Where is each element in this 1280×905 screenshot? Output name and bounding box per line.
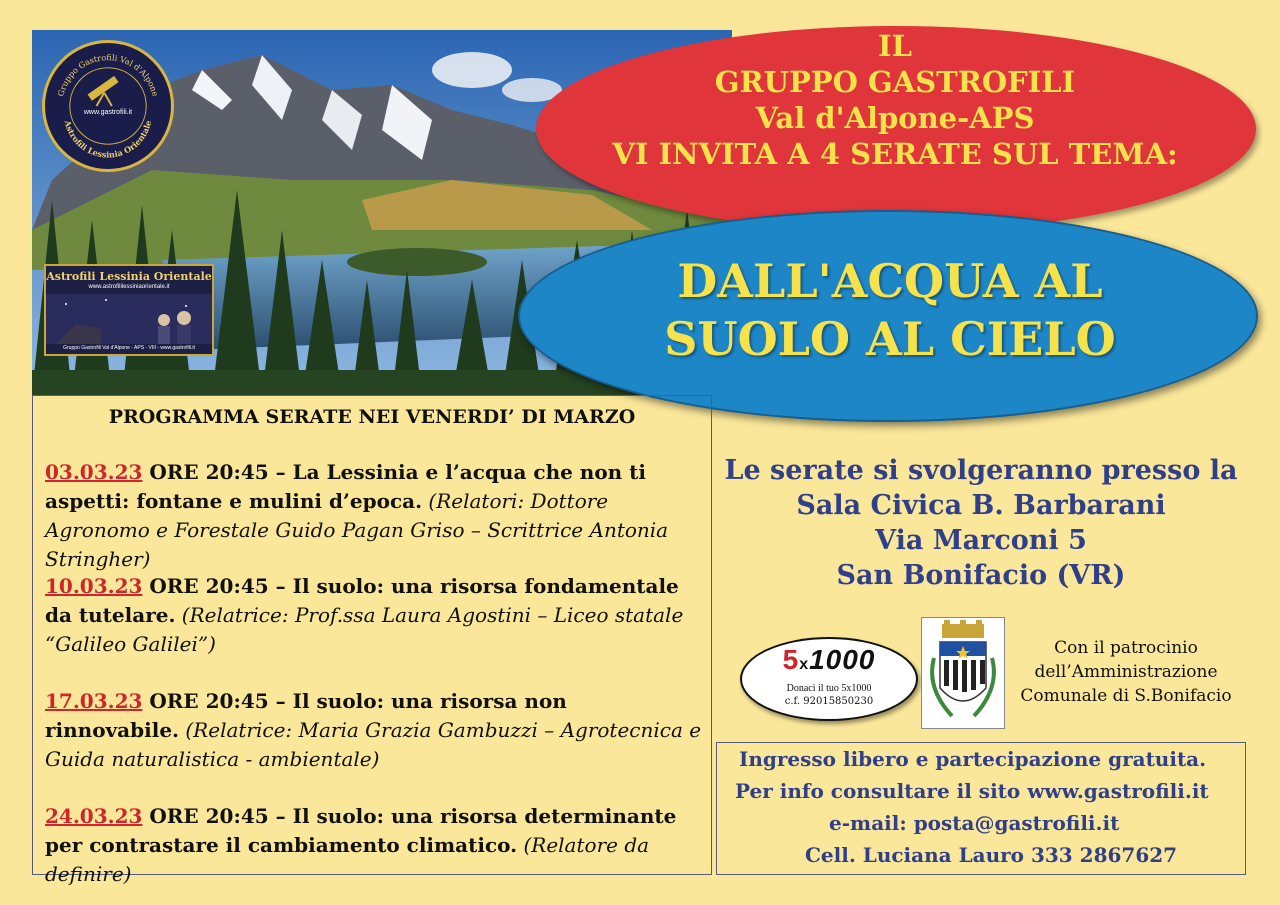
inset-night-scene: [46, 294, 212, 344]
badge-donation-text: Donaci il tuo 5x1000: [786, 683, 872, 694]
theme-title: [560, 252, 1220, 368]
event-speakers: (Relatrice: Prof.ssa Laura Agostini – Liceo statale “Galileo Galilei”): [45, 603, 684, 656]
event-title: ORE 20:45 – Il suolo: una risorsa non rinnovabile.: [45, 689, 567, 742]
theme-line-1: DALL'ACQUA AL: [677, 254, 1103, 308]
heading-line-2: GRUPPO GASTROFILI: [714, 65, 1076, 99]
svg-text:Astrofili Lessinia Orientale: [62, 118, 153, 159]
inset-title: Astrofili Lessinia Orientale: [46, 270, 212, 283]
theme-line-2: SUOLO AL CIELO: [664, 312, 1116, 366]
event-date: 24.03.23: [45, 804, 143, 828]
municipal-crest: [921, 617, 1005, 729]
venue-line-3: Via Marconi 5: [875, 525, 1087, 556]
inset-footer: Gruppo Gastrofili Val d'Alpone - APS - VIII - www.gastrofili.it: [63, 345, 195, 351]
badge-thousand: 1000: [809, 644, 876, 675]
info-box: [716, 742, 1246, 875]
gastrofili-logo: [42, 40, 174, 172]
patronage-line-2: dell’Amministrazione: [1034, 662, 1218, 682]
event-speakers: (Relatori: Dottore Agronomo e Forestale Guido Pagan Griso – Scrittrice Antonia Stringher): [45, 489, 669, 571]
event-title: ORE 20:45 – Il suolo: una risorsa determinante per contrastare il cambiamento climatico.: [45, 804, 677, 857]
event-item: [45, 802, 705, 889]
program-box: [32, 395, 712, 886]
inset-url: www.astrofililessiniaorientale.it: [88, 284, 170, 290]
patronage-line-3: Comunale di S.Bonifacio: [1020, 686, 1232, 706]
invitation-heading: [560, 28, 1230, 172]
event-speakers: (Relatore da definire): [45, 833, 650, 886]
badge-logo: [742, 644, 916, 676]
event-item: [45, 687, 705, 774]
info-email: e-mail: posta@gastrofili.it: [829, 811, 1120, 835]
logo-url: www.gastrofili.it: [83, 109, 133, 116]
event-date: 17.03.23: [45, 689, 143, 713]
logo-ring: [45, 43, 171, 169]
info-phone: Cell. Luciana Lauro 333 2867627: [805, 843, 1178, 867]
event-title: ORE 20:45 – La Lessinia e l’acqua che non ti aspetti: fontane e mulini d’epoca.: [45, 460, 647, 513]
badge-five: 5: [782, 644, 800, 675]
badge-tax-code: c.f. 92015850230: [784, 696, 874, 707]
five-per-thousand-badge: [740, 637, 918, 721]
venue-line-2: Sala Civica B. Barbarani: [796, 490, 1166, 521]
telescope-icon: [88, 76, 119, 101]
venue-line-1: Le serate si svolgeranno presso la: [724, 455, 1238, 486]
logo-ring-top: Gruppo Gastrofili Val d'Alpone: [55, 52, 161, 98]
event-item: [45, 572, 705, 659]
badge-x: x: [799, 656, 810, 673]
patronage-line-1: Con il patrocinio: [1054, 638, 1198, 658]
heading-line-3: Val d'Alpone-APS: [755, 101, 1035, 135]
info-website: Per info consultare il sito www.gastrofili.it: [735, 779, 1209, 803]
event-title: ORE 20:45 – Il suolo: una risorsa fondamentale da tutelare.: [45, 574, 679, 627]
event-date: 03.03.23: [45, 460, 143, 484]
event-item: [45, 458, 705, 574]
astrofili-inset-card: [44, 264, 214, 356]
program-title: PROGRAMMA SERATE NEI VENERDI’ DI MARZO: [108, 406, 636, 428]
venue-line-4: San Bonifacio (VR): [836, 560, 1126, 591]
info-free-entry: Ingresso libero e partecipazione gratuita.: [739, 747, 1207, 771]
venue-info: [716, 453, 1246, 593]
event-date: 10.03.23: [45, 574, 143, 598]
patronage-text: [1008, 636, 1244, 708]
svg-text:Gruppo Gastrofili Val d'Alpone: [55, 52, 161, 97]
logo-ring-bottom: Astrofili Lessinia Orientale: [62, 119, 154, 160]
heading-line-4: VI INVITA A 4 SERATE SUL TEMA:: [612, 137, 1178, 171]
event-speakers: (Relatrice: Maria Grazia Gambuzzi – Agrotecnica e Guida naturalistica - ambientale): [45, 718, 702, 771]
heading-line-1: IL: [878, 29, 912, 63]
crest-icon: [922, 618, 1004, 728]
